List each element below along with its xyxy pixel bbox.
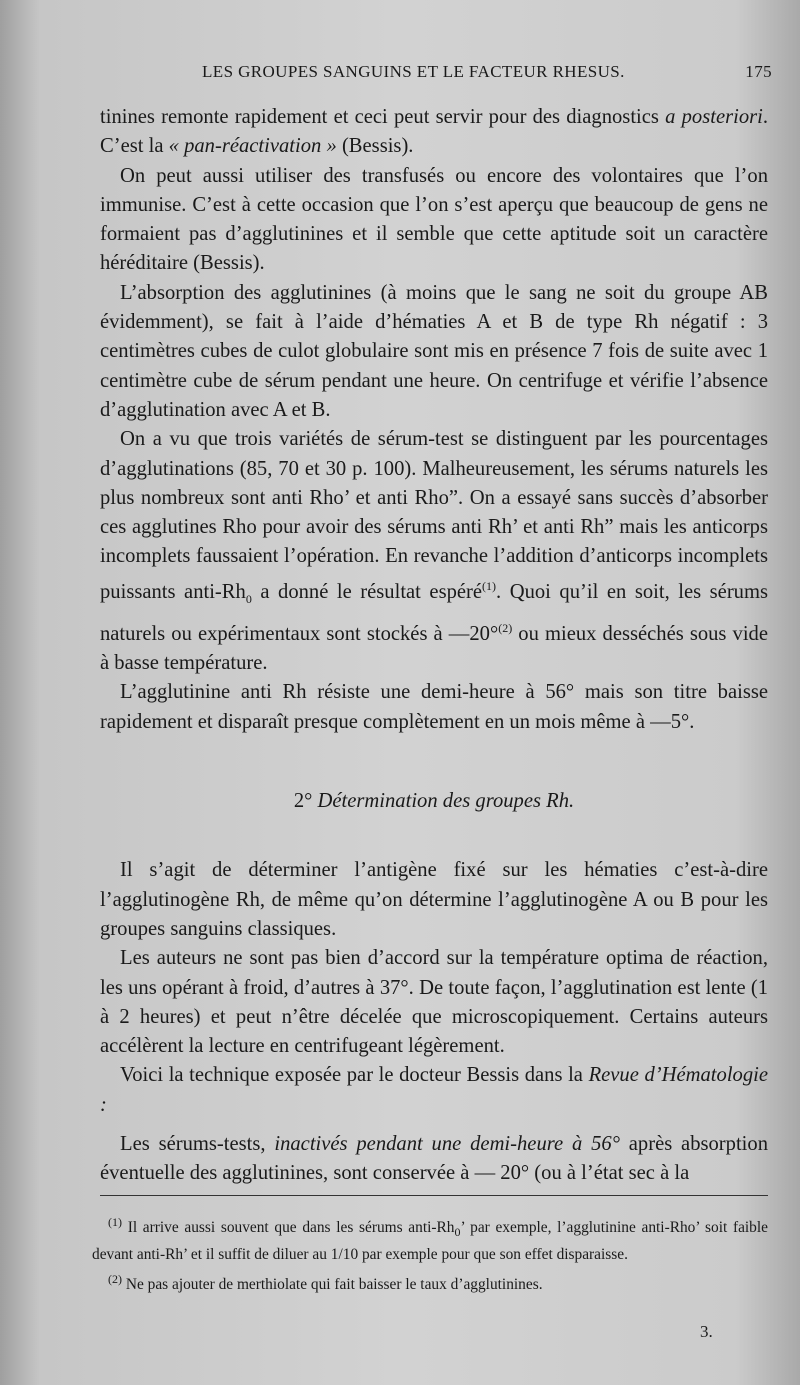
body-text [100,103,768,1189]
running-title: LES GROUPES SANGUINS ET LE FACTEUR RHESUS. [202,62,625,81]
paragraph: Les auteurs ne sont pas bien d’accord sur la température optima de réaction, les uns opérant à froid, d’autres à 37°. De toute façon, l’agglutination est lente (1 à 2 heures) et peut n’être décelée que microscopiquement. Certains auteurs accélèrent la lecture en centrifugeant légèrement. [100,947,768,1058]
footnote-rule [100,1195,768,1196]
text-run: Voici la technique exposée par le docteur Bessis dans la [120,1064,589,1087]
signature-mark: 3. [700,1322,713,1341]
section-number: 2° [293,790,313,813]
footnote [92,1269,768,1296]
paragraph [100,103,768,162]
text-run: (Bessis). [336,135,414,158]
footnote-ref: (1) [482,578,497,593]
page-number: 175 [745,62,772,81]
section-title: Détermination des groupes Rh. [317,790,575,813]
footnote [92,1212,768,1265]
text-run: a donné le résultat espéré [251,580,483,603]
text-run: Il arrive aussi souvent que dans les sérums anti-Rh [122,1219,455,1237]
text-run: ’ par exemple, l’agglutinine anti-Rho’ soit faible devant anti-Rh’ et il suffit de diluer au 1/10 par exemple pour que son effet disparaisse. [92,1219,768,1263]
italic-text: a posteriori [665,106,763,128]
italic-quote: « pan-réactivation » [168,135,337,158]
subscript: 0 [245,591,252,606]
paragraph [100,425,768,678]
text-run: après absorption éventuelle des agglutinines, sont conservée à — 20° (ou à l’état sec à la [100,1133,768,1185]
running-head [96,62,772,90]
text-run: Les sérums-tests, [120,1133,275,1156]
journal-title: Revue d’Hématologie : [100,1064,768,1116]
paragraph: On peut aussi utiliser des transfusés ou encore des volontaires que l’on immunise. C’est à cette occasion que l’on s’est aperçu que beaucoup de gens ne formaient pas d’agglutinines et il semble que cette aptitude soit un caractère héréditaire (Bessis). [100,164,768,275]
paragraph: L’absorption des agglutinines (à moins que le sang ne soit du groupe AB évidemment), se fait à l’aide d’hématies A et B de type Rh négatif : 3 centimètres cubes de culot globulaire sont mis en présence 7 fois de suite avec 1 centimètre cube de sérum pendant une heure. On centrifuge et vérifie l’absence d’agglutination avec A et B. [100,281,768,421]
paragraph [100,1130,768,1189]
text-run: Ne pas ajouter de merthiolate qui fait baisser le taux d’agglutinines. [122,1276,543,1294]
paragraph: L’agglutinine anti Rh résiste une demi-heure à 56° mais son titre baisse rapidement et disparaît presque complètement en un mois même à —5°. [100,681,768,733]
text-run: On a vu que trois variétés de sérum-test se distinguent par les pourcentages d’agglutinations (85, 70 et 30 p. 100). Malheureusement, les sérums naturels les plus nombreux sont anti Rho’ et anti Rho”. On a essayé sans succès d’absorber ces agglutines Rho pour avoir des sérums anti Rh’ et anti Rh” mais les anticorps incomplets faussaient l’opération. En revanche l’addition d’anticorps incomplets puissants anti-Rh [100,428,768,603]
italic-text: inactivés pendant une demi-heure à 56° [274,1133,620,1156]
footnotes [92,1212,768,1300]
text-run: . Quoi qu’il en soit, les sérums naturels ou expérimentaux sont stockés à —20° [100,580,769,645]
footnote-mark: (2) [108,1272,122,1287]
paragraph: Il s’agit de déterminer l’antigène fixé sur les hématies c’est-à-dire l’agglutinogène Rh, de même qu’on détermine l’agglutinogène A ou B pour les groupes sanguins classiques. [100,859,768,940]
section-heading [100,787,768,816]
subscript: 0 [454,1225,461,1240]
text-run: tinines remonte rapidement et ceci peut servir pour des diagnostics [100,106,666,128]
text-run: ou mieux desséchés sous vide à basse température. [100,622,768,675]
footnote-mark: (1) [108,1215,122,1229]
text-run: . C’est la [100,106,769,158]
paragraph [100,1061,768,1120]
footnote-ref: (2) [498,621,513,636]
